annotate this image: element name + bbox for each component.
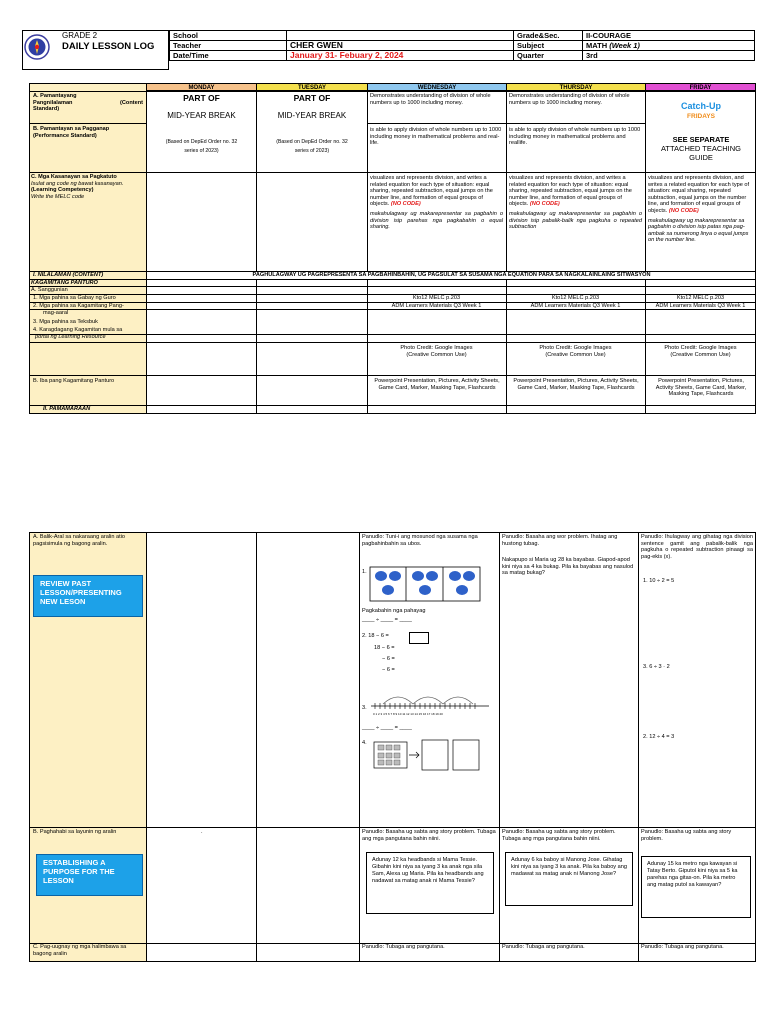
- wed-story-instruction: Panudlo: Basaha ug sabta ang story problem. Tubaga ang mga pangutana bahin niini.: [362, 829, 496, 842]
- subject-label: Subject: [514, 41, 583, 51]
- monday-midyear: PART OF MID-YEAR BREAK (Based on DepEd Order no. 32 series of 2023): [165, 93, 238, 154]
- day-thursday: THURSDAY: [506, 83, 646, 91]
- wed-photo-credit: Photo Credit: Google Images (Creative Common Use): [400, 345, 473, 358]
- number-line-labels: 0 1 2 3 4 5 6 7 8 9 10 11 12 13 14 15 16 17 18 19 20: [373, 712, 443, 716]
- day-friday: FRIDAY: [645, 83, 756, 91]
- fri-photo-credit: Photo Credit: Google Images (Creative Common Use): [664, 345, 737, 358]
- label-kagamitan: KAGAMITANG PANTURO: [31, 280, 98, 286]
- teacher-label: Teacher: [170, 41, 287, 51]
- quarter-value: 3rd: [583, 51, 755, 61]
- thu-story-instruction: Panudlo: Basaha ug sabta ang story problem. Tubaga ang mga pangutana bahin niini.: [502, 829, 616, 842]
- item2-line4: − 6 =: [382, 667, 395, 673]
- thu-performance-standard: is able to apply division of whole numbers up to 1000 including money in mathematical problems and reallife.: [509, 127, 641, 147]
- thu-word-problem: Nakapupo si Maria ug 28 ka bayabas. Giapod-apod kini niya sa 4 ka bukag. Pila ka bayabas ang nasulod sa matag bukag?: [502, 557, 634, 577]
- wed-learners-materials: ADM Learners Materials Q3 Week 1: [391, 303, 482, 309]
- day-tuesday: TUESDAY: [256, 83, 368, 91]
- logo-text-2: FRIDAYS: [687, 113, 715, 120]
- wed-tubaga: Panudlo: Tubaga ang pangutana.: [362, 944, 445, 950]
- wed-materials: Powerpoint Presentation, Pictures, Activity Sheets, Game Card, Marker, Masking Tape, Flashcards: [374, 378, 500, 391]
- fri-guro-page: Kto12 MELC p.203: [676, 295, 725, 301]
- day-monday: MONDAY: [146, 83, 257, 91]
- label-learning-competency: C. Mga Kasanayan sa Pagkatuto Isulat ang code ng bawat kasanayan. (Learning Competency) Write the MELC code: [31, 174, 124, 200]
- item2-line2: 18 − 6 =: [374, 645, 395, 651]
- teacher-value: CHER GWEN: [287, 41, 514, 51]
- label-performance-standard: B. Pamantayan sa Pagganap (Performance Standard): [33, 126, 110, 139]
- label-nilalaman: I. NILALAMAN (CONTENT): [33, 272, 104, 278]
- label-sanggunian: A. Sanggunian: [31, 287, 68, 293]
- lesson-table: [29, 83, 756, 414]
- establishing-label-box: ESTABLISHING A PURPOSE FOR THE LESSON: [36, 854, 143, 896]
- wed-content-standard: Demonstrates understanding of division of whole numbers up to 1000 including money.: [370, 93, 491, 106]
- fri-competency: visualizes and represents division, and writes a related equation for each type of situation: equal sharing, repeated subtraction, equal jumps on the number line, and formation of equal groups of objects. (NO CODE) makahulagway ug makarepresentar sa pagbahin o division isip patas nga pag-ambak sa numerong linya o equal jumps on the number line.: [648, 175, 750, 244]
- school-value: [287, 31, 514, 41]
- item2-line1: 2. 18 − 6 =: [362, 633, 389, 639]
- thu-tubaga: Panudlo: Tubaga ang pangutana.: [502, 944, 585, 950]
- label-pag-uugnay: C. Pag-uugnay ng mga halimbawa sa bagong aralin: [33, 944, 127, 957]
- item4-label: 4.: [362, 740, 367, 746]
- thu-content-standard: Demonstrates understanding of division of whole numbers up to 1000 including money.: [509, 93, 630, 106]
- label-pamamaraan: II. PAMAMARAAN: [43, 406, 91, 412]
- thu-learners-materials: ADM Learners Materials Q3 Week 1: [530, 303, 621, 309]
- review-label-box: REVIEW PAST LESSON/PRESENTING NEW LESON: [33, 575, 143, 617]
- thu-story-box: Adunay 6 ka baboy si Manong Jose. Gihatag kini niya sa iyang 3 ka anak. Pila ka baboy ang madawat sa matag anak ni Manong Jose?: [505, 852, 633, 906]
- subject-value: MATH (Week 1): [583, 41, 755, 51]
- logo-text-1: Catch-Up: [681, 101, 721, 111]
- wed-guro-page: Kto12 MELC p.203: [412, 295, 461, 301]
- school-label: School: [170, 31, 287, 41]
- thu-photo-credit: Photo Credit: Google Images (Creative Common Use): [539, 345, 612, 358]
- pagkabahin-label: Pagkabahin nga pahayag: [362, 608, 426, 614]
- blank-equation-1: ____ ÷ ____ = ____: [362, 617, 412, 623]
- wed-instruction: Panudlo: Tuni-i ang mosunod nga susama nga pagbahinbahin sa ubos.: [362, 534, 478, 547]
- label-iba-pang: B. Iba pang Kagamitang Panturo: [33, 378, 115, 384]
- tuesday-midyear: PART OF MID-YEAR BREAK (Based on DepEd Order no. 32 series of 2023): [276, 93, 348, 154]
- datetime-value: January 31- Febuary 2, 2024: [287, 51, 514, 61]
- number-line: [369, 686, 491, 718]
- fri-story-box: Adunay 15 ka metro nga kawayan si Tatay Berto. Giputol kini niya sa 5 ka parehas nga gitas-on. Pila ka metro ang matag putol sa kawayan?: [641, 856, 751, 918]
- label-paghahabi: B. Paghahabi sa layunin ng aralin: [33, 829, 117, 835]
- wed-story-box: Adunay 12 ka headbands si Mama Tessie. Gibahin kini niya sa iyang 3 ka anak nga sila Sam, Alexa ug Maria. Pila ka headbands ang nadawat sa matag anak ni Mama Tessie?: [366, 852, 494, 914]
- fri-item-1: 1. 10 ÷ 2 = 5: [643, 578, 675, 584]
- label-content-standard: A. Pamantayang Pangnilalaman (Content Standard): [33, 93, 143, 113]
- monday-dot: .: [201, 829, 203, 835]
- blank-equation-2: ____ ÷ ____ = ____: [362, 725, 412, 731]
- wed-competency: visualizes and represents division, and writes a related equation for each type of situation: equal sharing, repeated subtraction, equal jumps on the number line, and formation of equal groups of objects. (NO CODE) makahulagway ug makarepresentar sa pagbahin o division isip parehas nga pagkabahin o equal sharing.: [370, 175, 503, 231]
- gradesec-label: Grade&Sec.: [514, 31, 583, 41]
- item2-line3: − 6 =: [382, 656, 395, 662]
- thu-competency: visualizes and represents division, and writes a related equation for each type of situation: equal sharing, repeated subtraction, equal jumps on the number line, and formation of equal groups of objects. (NO CODE) makahulagway ug makarepresentar sa pagbahin o division isip pabalik-balik nga pagkuha o repeated subtraction: [509, 175, 642, 231]
- fri-materials: Powerpoint Presentation, Pictures, Activity Sheets, Game Card, Marker, Masking Tape, Flashcards: [655, 378, 747, 398]
- label-teksbuk: 3. Mga pahina sa Teksbuk: [33, 319, 98, 325]
- blue-dots-groups: [369, 566, 481, 602]
- gradesec-value: II-COURAGE: [583, 31, 755, 41]
- thu-guro-page: Kto12 MELC p.203: [551, 295, 600, 301]
- fri-story-instruction: Panudlo: Basaha ug sabta ang story problem.: [641, 829, 732, 842]
- fri-learners-materials: ADM Learners Materials Q3 Week 1: [655, 303, 746, 309]
- quarter-label: Quarter: [514, 51, 583, 61]
- grade-label: GRADE 2: [62, 31, 98, 40]
- thu-materials: Powerpoint Presentation, Pictures, Activity Sheets, Game Card, Marker, Masking Tape, Flashcards: [513, 378, 639, 391]
- procedure-table: [29, 532, 756, 962]
- label-gabay-guro: 1. Mga pahina sa Gabay ng Guro: [33, 295, 116, 301]
- item4-visual: [372, 738, 484, 772]
- answer-box-small: [409, 632, 429, 644]
- label-balik-aral: A. Balik-Aral sa nakaraang aralin atio pagsisimula ng bagong aralin.: [33, 534, 126, 547]
- wed-item1-label: 1.: [362, 569, 367, 575]
- friday-see-guide: SEE SEPARATE ATTACHED TEACHING GUIDE: [660, 135, 741, 162]
- fri-tubaga: Panudlo: Tubaga ang pangutana.: [641, 944, 724, 950]
- label-mag-aaral: 2. Mga pahina sa Kagamitang Pang- mag-aaral: [33, 303, 124, 316]
- day-wednesday: WEDNESDAY: [367, 83, 507, 91]
- label-karagdagang: 4. Karagdagang Kagamitan mula sa portal ng Learning Resource: [33, 327, 123, 340]
- fri-instruction: Panudlo: Ihulagway ang gihatag nga division sentence gamit ang pabalik-balik nga pagkuha o repeated subtraction pinaagi sa pag-ekis (x).: [641, 534, 753, 560]
- thu-instruction: Panudlo: Basaha ang wor problem. Ihatag ang hustong tubag.: [502, 534, 618, 547]
- nilalaman-value: PAGHULAGWAY UG PAGREPRESENTA SA PAGBAHINBAHIN, UG PAGSULAT SA SUSAMA NGA EQUATION PARA SA NAGKALAINLAING SITWASYON: [252, 272, 651, 278]
- wed-performance-standard: is able to apply division of whole numbers up to 1000 including money in mathematical problems and real-life.: [370, 127, 502, 147]
- fri-item-2: 2. 12 ÷ 4 = 3: [643, 734, 675, 740]
- item3-label: 3.: [362, 705, 367, 711]
- catchup-fridays-logo: [675, 97, 727, 123]
- document-title: DAILY LESSON LOG: [62, 41, 155, 52]
- fri-item-3: 3. 6 ÷ 3 · 2: [643, 664, 670, 670]
- datetime-label: Date/Time: [170, 51, 287, 61]
